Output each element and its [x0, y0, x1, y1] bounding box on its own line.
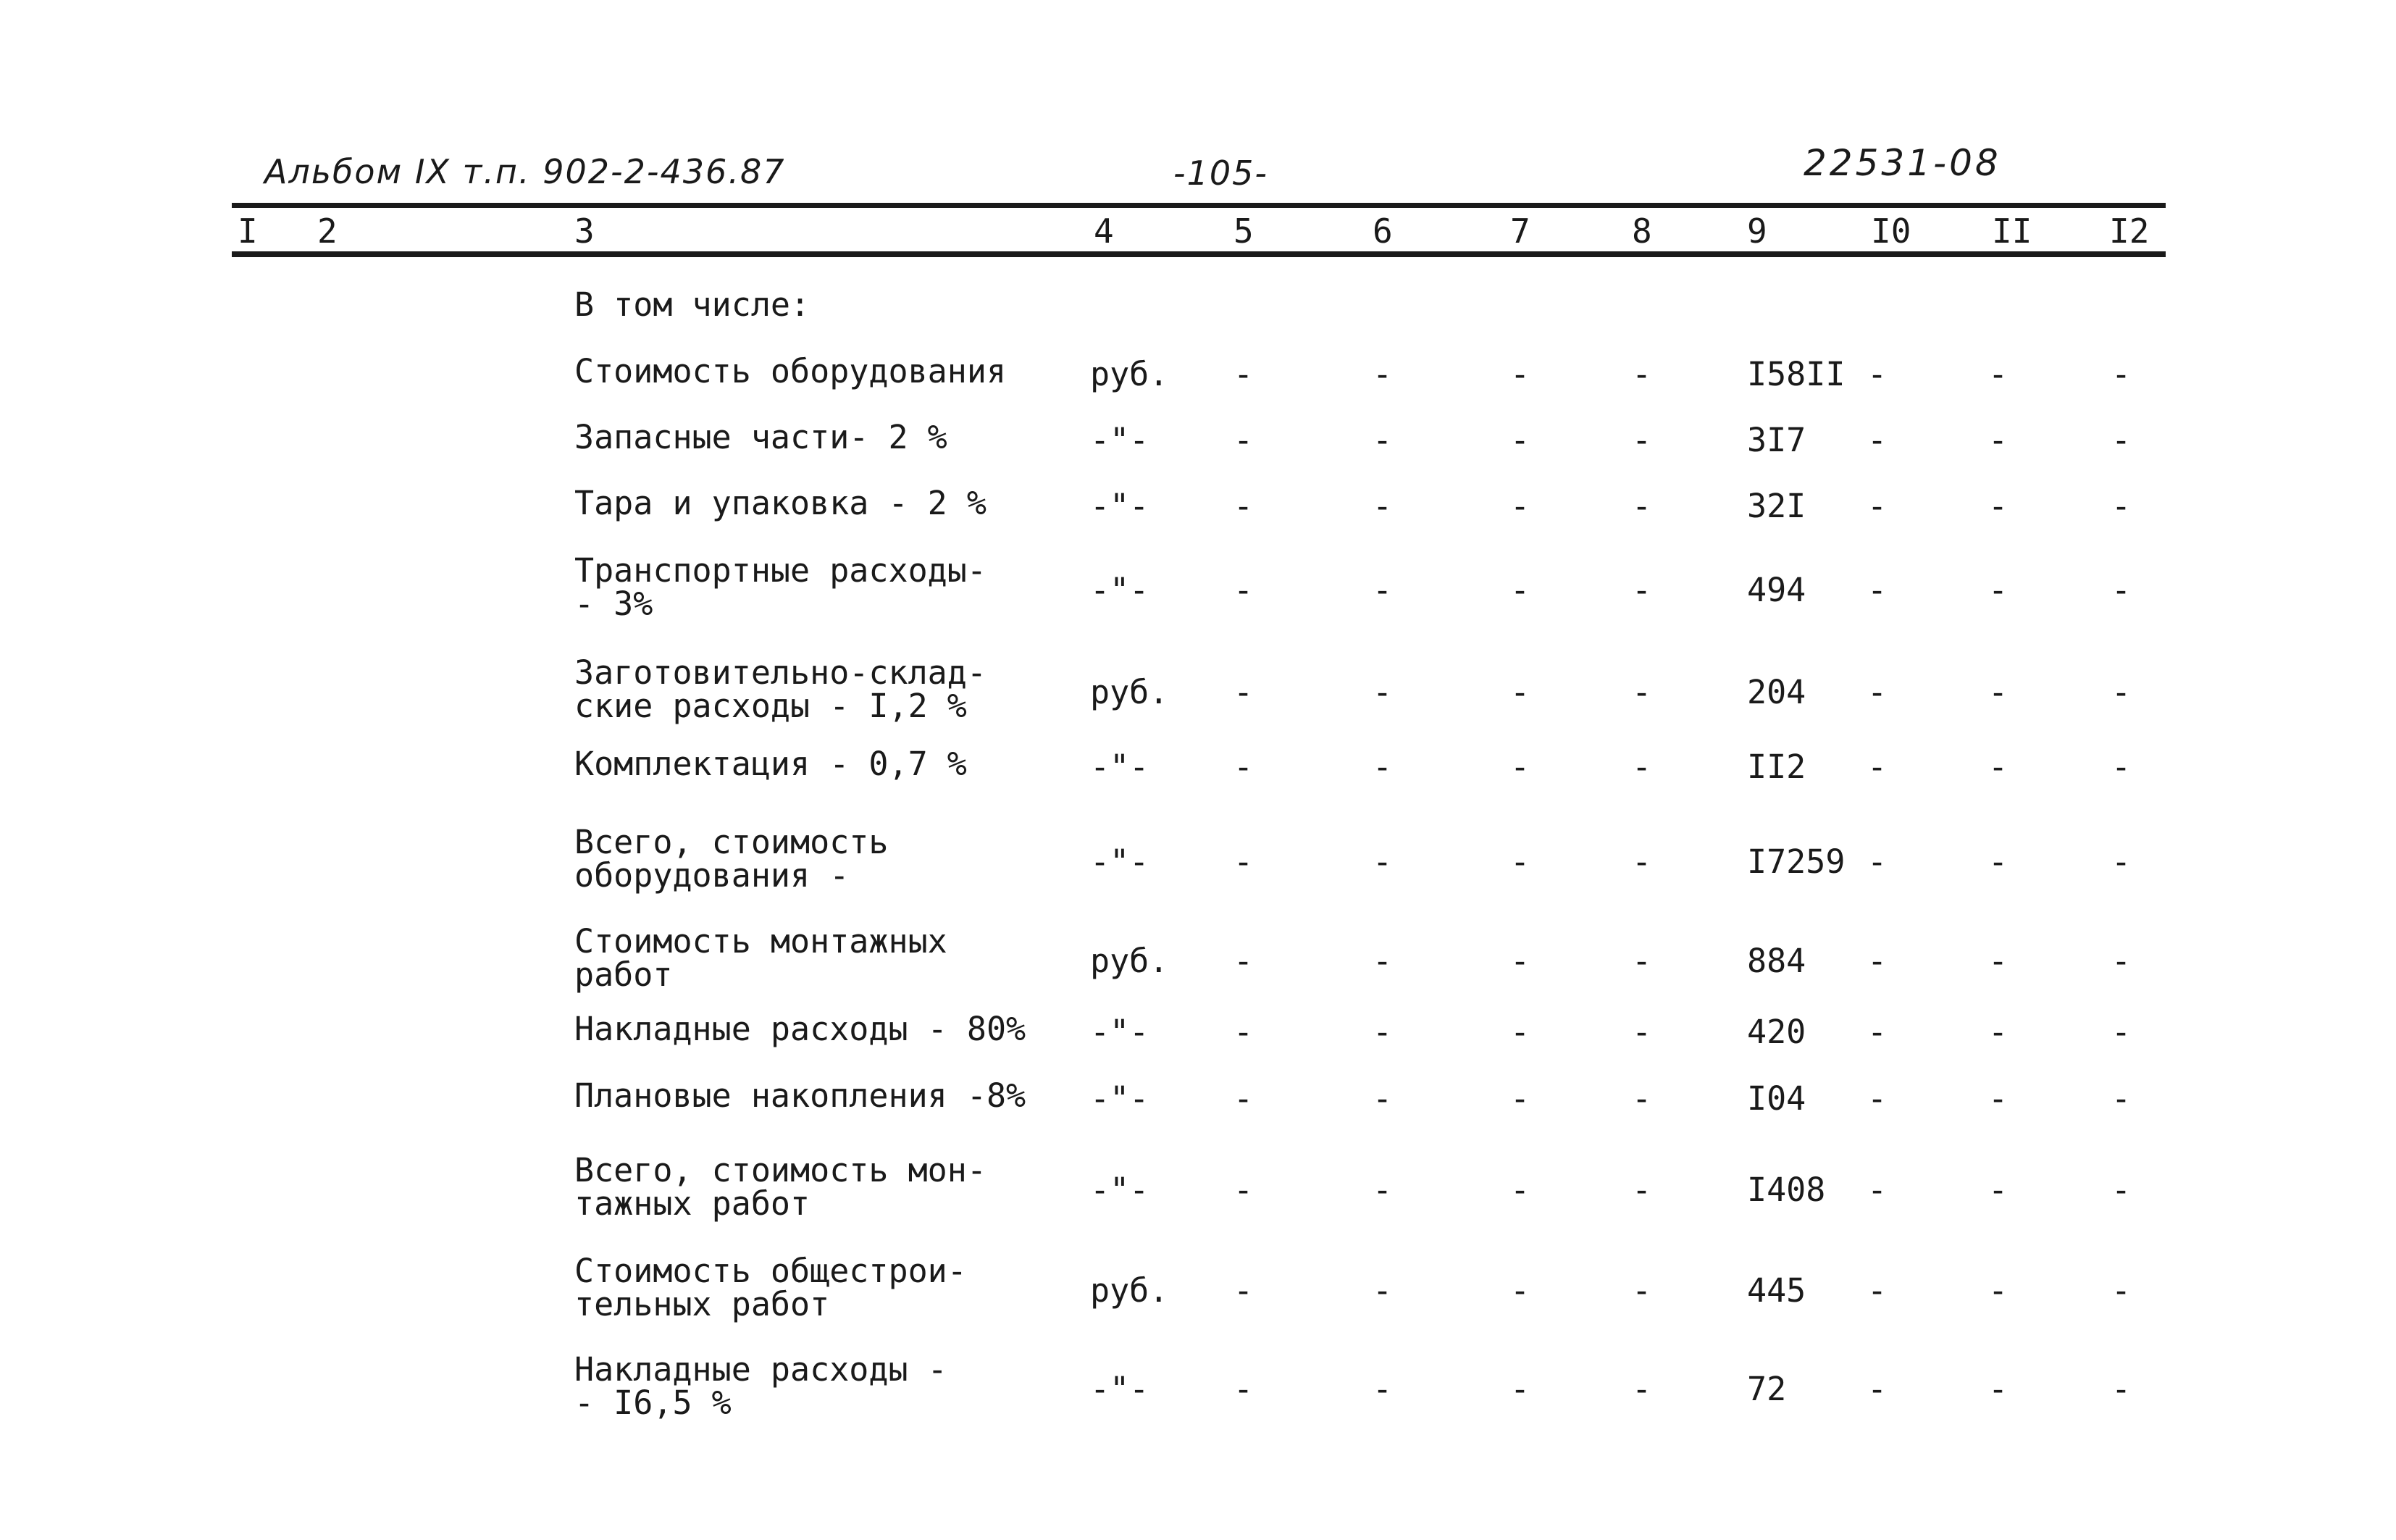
- row-cell-c8: -: [1632, 421, 1652, 459]
- row-description: Комплектация - 0,7 %: [574, 745, 967, 783]
- section-heading: В том числе:: [574, 285, 810, 324]
- row-unit: -"-: [1090, 1171, 1149, 1209]
- row-cell-c10: -: [1867, 487, 1888, 525]
- row-cell-c11: -: [1988, 842, 2008, 881]
- row-cell-c6: -: [1373, 1171, 1393, 1209]
- row-cell-c11: -: [1988, 571, 2008, 609]
- row-cell-c6: -: [1373, 487, 1393, 525]
- row-unit: руб.: [1090, 673, 1169, 711]
- document-code: 22531-08: [1804, 142, 2001, 184]
- row-cell-c12: -: [2111, 487, 2132, 525]
- row-cell-c11: -: [1988, 1370, 2008, 1408]
- row-cell-c10: -: [1867, 1271, 1888, 1310]
- row-cell-c6: -: [1373, 421, 1393, 459]
- header-underline: [232, 251, 2166, 257]
- row-cell-c11: -: [1988, 1271, 2008, 1310]
- column-header-8: 8: [1632, 212, 1652, 251]
- row-cell-c7: -: [1510, 1013, 1530, 1051]
- row-cell-c11: -: [1988, 421, 2008, 459]
- row-cell-c9: 445: [1747, 1271, 1806, 1310]
- row-description: Стоимость оборудования: [574, 352, 1007, 390]
- row-cell-c5: -: [1233, 571, 1254, 609]
- row-cell-c11: -: [1988, 487, 2008, 525]
- row-cell-c9: 494: [1747, 571, 1806, 609]
- row-cell-c10: -: [1867, 1370, 1888, 1408]
- row-cell-c8: -: [1632, 673, 1652, 711]
- row-cell-c6: -: [1373, 748, 1393, 786]
- column-header-2: 2: [317, 212, 338, 251]
- row-cell-c10: -: [1867, 748, 1888, 786]
- row-cell-c8: -: [1632, 1079, 1652, 1118]
- row-cell-c10: -: [1867, 942, 1888, 980]
- row-unit: -"-: [1090, 487, 1149, 525]
- row-cell-c7: -: [1510, 571, 1530, 609]
- row-unit: руб.: [1090, 942, 1169, 980]
- row-cell-c12: -: [2111, 1271, 2132, 1310]
- row-description: Накладные расходы - 80%: [574, 1010, 1026, 1048]
- row-unit: руб.: [1090, 355, 1169, 393]
- row-unit: -"-: [1090, 1370, 1149, 1408]
- column-header-11: II: [1992, 212, 2032, 251]
- row-cell-c5: -: [1233, 1171, 1254, 1209]
- table-top-rule: [232, 203, 2166, 208]
- row-cell-c6: -: [1373, 1079, 1393, 1118]
- row-cell-c11: -: [1988, 673, 2008, 711]
- row-unit: -"-: [1090, 571, 1149, 609]
- row-cell-c7: -: [1510, 748, 1530, 786]
- row-cell-c12: -: [2111, 1370, 2132, 1408]
- row-description: Плановые накопления -8%: [574, 1076, 1026, 1115]
- row-cell-c10: -: [1867, 1171, 1888, 1209]
- row-cell-c6: -: [1373, 942, 1393, 980]
- row-unit: руб.: [1090, 1271, 1169, 1310]
- row-cell-c9: I408: [1747, 1171, 1826, 1209]
- row-cell-c12: -: [2111, 355, 2132, 393]
- row-cell-c7: -: [1510, 1370, 1530, 1408]
- row-cell-c11: -: [1988, 355, 2008, 393]
- row-cell-c8: -: [1632, 355, 1652, 393]
- row-cell-c12: -: [2111, 748, 2132, 786]
- row-description: Стоимость монтажных работ: [574, 922, 947, 994]
- row-description: Заготовительно-склад- ские расходы - I,2 %: [574, 653, 987, 725]
- column-header-4: 4: [1094, 212, 1114, 251]
- row-cell-c12: -: [2111, 421, 2132, 459]
- row-cell-c9: 72: [1747, 1370, 1787, 1408]
- row-description: Тара и упаковка - 2 %: [574, 484, 987, 522]
- row-cell-c9: II2: [1747, 748, 1806, 786]
- row-cell-c6: -: [1373, 842, 1393, 881]
- row-cell-c12: -: [2111, 842, 2132, 881]
- row-cell-c10: -: [1867, 1079, 1888, 1118]
- row-description: Всего, стоимость оборудования -: [574, 823, 889, 895]
- row-cell-c11: -: [1988, 1013, 2008, 1051]
- row-cell-c12: -: [2111, 571, 2132, 609]
- row-cell-c7: -: [1510, 487, 1530, 525]
- row-cell-c10: -: [1867, 421, 1888, 459]
- row-description: Транспортные расходы- - 3%: [574, 551, 987, 623]
- row-description: Всего, стоимость мон- тажных работ: [574, 1151, 987, 1223]
- row-cell-c8: -: [1632, 571, 1652, 609]
- row-cell-c7: -: [1510, 1271, 1530, 1310]
- row-cell-c7: -: [1510, 1079, 1530, 1118]
- row-unit: -"-: [1090, 1079, 1149, 1118]
- row-cell-c5: -: [1233, 942, 1254, 980]
- row-unit: -"-: [1090, 1013, 1149, 1051]
- row-cell-c5: -: [1233, 355, 1254, 393]
- column-header-7: 7: [1510, 212, 1530, 251]
- row-cell-c7: -: [1510, 942, 1530, 980]
- row-cell-c9: 204: [1747, 673, 1806, 711]
- row-cell-c11: -: [1988, 942, 2008, 980]
- row-cell-c5: -: [1233, 421, 1254, 459]
- row-cell-c5: -: [1233, 673, 1254, 711]
- row-cell-c6: -: [1373, 1271, 1393, 1310]
- row-cell-c8: -: [1632, 487, 1652, 525]
- row-cell-c5: -: [1233, 1370, 1254, 1408]
- row-cell-c10: -: [1867, 571, 1888, 609]
- row-cell-c8: -: [1632, 1271, 1652, 1310]
- row-cell-c8: -: [1632, 842, 1652, 881]
- row-cell-c10: -: [1867, 1013, 1888, 1051]
- row-cell-c9: 32I: [1747, 487, 1806, 525]
- column-header-1: I: [238, 212, 258, 251]
- row-unit: -"-: [1090, 748, 1149, 786]
- row-cell-c11: -: [1988, 748, 2008, 786]
- row-description: Запасные части- 2 %: [574, 418, 947, 456]
- row-cell-c5: -: [1233, 1079, 1254, 1118]
- row-description: Стоимость общестрои- тельных работ: [574, 1252, 967, 1323]
- album-reference: Альбом IX т.п. 902-2-436.87: [264, 152, 786, 191]
- row-cell-c8: -: [1632, 1013, 1652, 1051]
- column-header-12: I2: [2109, 212, 2150, 251]
- column-header-10: I0: [1871, 212, 1911, 251]
- row-cell-c7: -: [1510, 673, 1530, 711]
- row-cell-c6: -: [1373, 571, 1393, 609]
- row-cell-c7: -: [1510, 1171, 1530, 1209]
- row-cell-c12: -: [2111, 673, 2132, 711]
- row-cell-c10: -: [1867, 673, 1888, 711]
- row-cell-c9: 884: [1747, 942, 1806, 980]
- row-cell-c9: I7259: [1747, 842, 1846, 881]
- row-cell-c12: -: [2111, 1171, 2132, 1209]
- row-cell-c7: -: [1510, 355, 1530, 393]
- column-header-5: 5: [1233, 212, 1254, 251]
- column-header-6: 6: [1373, 212, 1393, 251]
- row-cell-c8: -: [1632, 748, 1652, 786]
- row-unit: -"-: [1090, 842, 1149, 881]
- row-cell-c8: -: [1632, 1370, 1652, 1408]
- row-cell-c11: -: [1988, 1171, 2008, 1209]
- row-cell-c12: -: [2111, 1013, 2132, 1051]
- row-cell-c9: I58II: [1747, 355, 1846, 393]
- row-cell-c12: -: [2111, 942, 2132, 980]
- row-cell-c7: -: [1510, 421, 1530, 459]
- row-cell-c8: -: [1632, 1171, 1652, 1209]
- row-cell-c10: -: [1867, 842, 1888, 881]
- row-cell-c12: -: [2111, 1079, 2132, 1118]
- row-cell-c8: -: [1632, 942, 1652, 980]
- row-cell-c5: -: [1233, 842, 1254, 881]
- row-description: Накладные расходы - - I6,5 %: [574, 1350, 947, 1422]
- row-cell-c5: -: [1233, 748, 1254, 786]
- row-cell-c9: I04: [1747, 1079, 1806, 1118]
- row-cell-c5: -: [1233, 487, 1254, 525]
- page-number: -105-: [1173, 154, 1268, 193]
- row-cell-c6: -: [1373, 355, 1393, 393]
- row-unit: -"-: [1090, 421, 1149, 459]
- row-cell-c11: -: [1988, 1079, 2008, 1118]
- row-cell-c9: 3I7: [1747, 421, 1806, 459]
- column-header-3: 3: [574, 212, 595, 251]
- column-header-9: 9: [1747, 212, 1767, 251]
- row-cell-c9: 420: [1747, 1013, 1806, 1051]
- row-cell-c6: -: [1373, 1370, 1393, 1408]
- row-cell-c5: -: [1233, 1013, 1254, 1051]
- row-cell-c6: -: [1373, 1013, 1393, 1051]
- row-cell-c6: -: [1373, 673, 1393, 711]
- row-cell-c10: -: [1867, 355, 1888, 393]
- row-cell-c5: -: [1233, 1271, 1254, 1310]
- row-cell-c7: -: [1510, 842, 1530, 881]
